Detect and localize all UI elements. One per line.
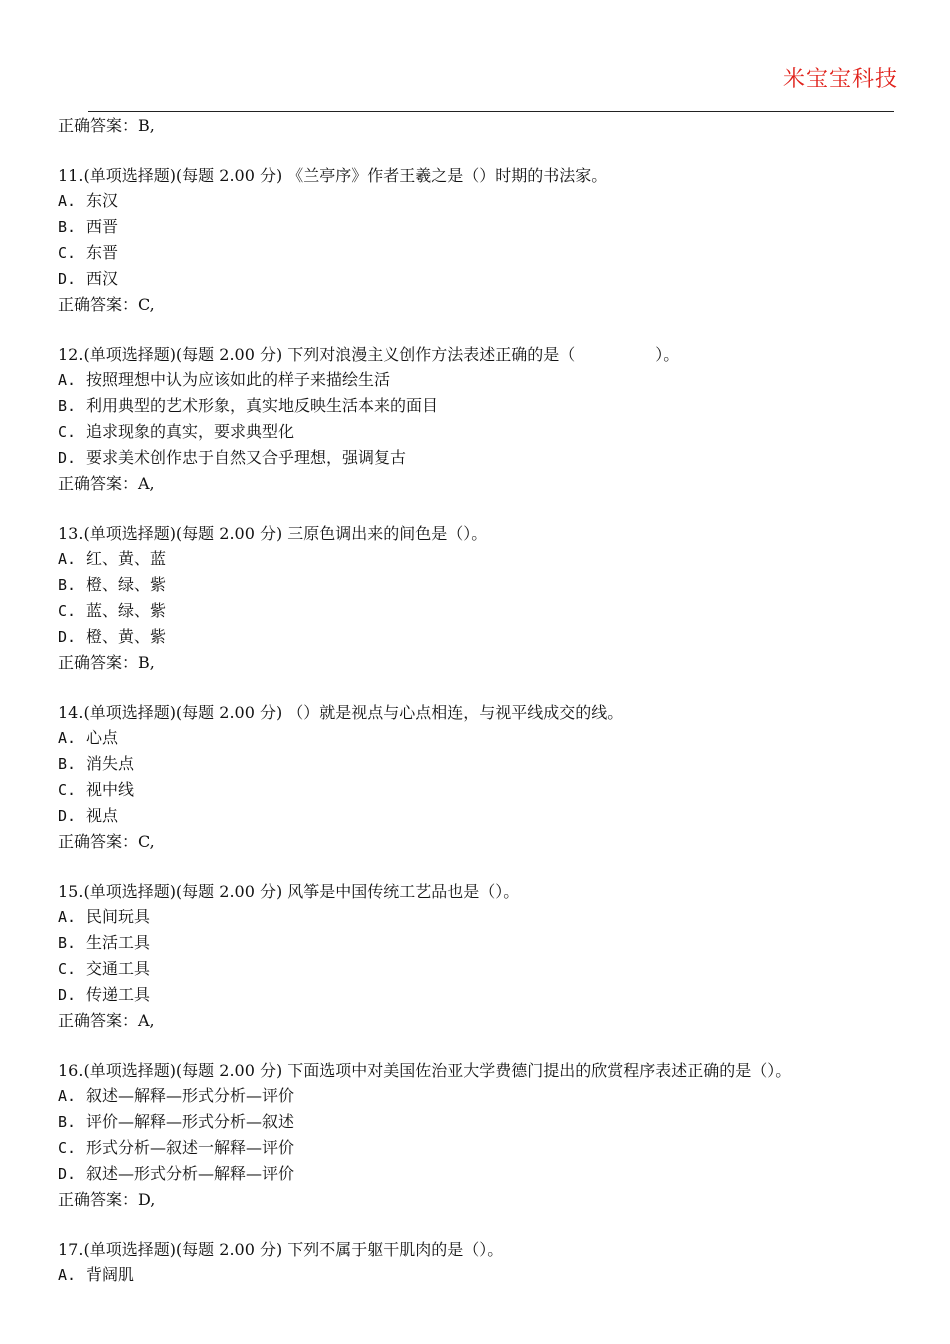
question-stem: 16.(单项选择题)(每题 2.00 分) 下面选项中对美国佐治亚大学费德门提出的欣赏程序表述正确的是（）。 <box>58 1061 792 1080</box>
option-letter: B. <box>58 934 77 952</box>
answer-option <box>58 367 898 393</box>
option-letter: D. <box>58 986 77 1004</box>
question-block <box>58 521 898 675</box>
option-letter: A. <box>58 371 77 389</box>
option-text: 评价—解释—形式分析—叙述 <box>86 1112 295 1131</box>
option-text: 西汉 <box>86 269 119 288</box>
answer-option <box>58 445 898 471</box>
question-block <box>58 879 898 1033</box>
option-letter: C. <box>58 1139 77 1157</box>
option-text: 叙述—解释—形式分析—评价 <box>86 1086 295 1105</box>
option-text: 要求美术创作忠于自然又合乎理想，强调复古 <box>86 448 407 467</box>
answer-option <box>58 598 898 624</box>
question-block <box>58 1237 898 1288</box>
option-letter: A. <box>58 192 77 210</box>
question-stem: 14.(单项选择题)(每题 2.00 分) （）就是视点与心点相连，与视平线成交的线。 <box>58 703 624 722</box>
option-letter: C. <box>58 781 77 799</box>
option-letter: D. <box>58 628 77 646</box>
answer-option <box>58 725 898 751</box>
option-letter: A. <box>58 1266 77 1284</box>
question-stem: 17.(单项选择题)(每题 2.00 分) 下列不属于躯干肌肉的是（）。 <box>58 1240 504 1259</box>
answer-option <box>58 572 898 598</box>
option-text: 视中线 <box>86 780 135 799</box>
option-text: 追求现象的真实，要求典型化 <box>86 422 295 441</box>
option-text: 形式分析—叙述一解释—评价 <box>86 1138 295 1157</box>
correct-answer: 正确答案：B, <box>58 653 155 672</box>
question-stem: 12.(单项选择题)(每题 2.00 分) 下列对浪漫主义创作方法表述正确的是（ ）。 <box>58 345 680 364</box>
answer-option <box>58 1135 898 1161</box>
option-text: 东汉 <box>86 191 119 210</box>
answer-option <box>58 419 898 445</box>
option-text: 民间玩具 <box>86 907 151 926</box>
question-block <box>58 163 898 317</box>
option-letter: B. <box>58 755 77 773</box>
brand-logo-text: 米宝宝科技 <box>782 67 898 92</box>
answer-option <box>58 930 898 956</box>
correct-answer: 正确答案：C, <box>58 832 155 851</box>
answer-option <box>58 546 898 572</box>
answer-option <box>58 1083 898 1109</box>
previous-answer: 正确答案：B, <box>58 116 155 135</box>
answer-option <box>58 624 898 650</box>
header-divider <box>88 111 894 112</box>
option-text: 心点 <box>86 728 119 747</box>
answer-option <box>58 1262 898 1288</box>
option-letter: B. <box>58 218 77 236</box>
option-text: 背阔肌 <box>86 1265 135 1284</box>
option-letter: B. <box>58 397 77 415</box>
option-letter: A. <box>58 908 77 926</box>
question-stem: 11.(单项选择题)(每题 2.00 分) 《兰亭序》作者王羲之是（）时期的书法家。 <box>58 166 608 185</box>
question-block <box>58 1058 898 1212</box>
answer-option <box>58 751 898 777</box>
answer-option <box>58 982 898 1008</box>
question-list <box>58 163 898 1288</box>
answer-option <box>58 393 898 419</box>
question-stem: 13.(单项选择题)(每题 2.00 分) 三原色调出来的间色是（）。 <box>58 524 488 543</box>
option-text: 叙述—形式分析—解释—评价 <box>86 1164 295 1183</box>
option-text: 蓝、绿、紫 <box>86 601 167 620</box>
answer-option <box>58 266 898 292</box>
question-stem: 15.(单项选择题)(每题 2.00 分) 风筝是中国传统工艺品也是（）。 <box>58 882 520 901</box>
answer-option <box>58 1161 898 1187</box>
answer-option <box>58 904 898 930</box>
option-text: 按照理想中认为应该如此的样子来描绘生活 <box>86 370 391 389</box>
question-block <box>58 342 898 496</box>
option-text: 利用典型的艺术形象，真实地反映生活本来的面目 <box>86 396 439 415</box>
option-letter: B. <box>58 1113 77 1131</box>
option-text: 橙、绿、紫 <box>86 575 167 594</box>
answer-option <box>58 214 898 240</box>
correct-answer: 正确答案：D, <box>58 1190 156 1209</box>
option-text: 橙、黄、紫 <box>86 627 167 646</box>
option-text: 视点 <box>86 806 119 825</box>
document-body <box>58 113 898 1288</box>
option-text: 东晋 <box>86 243 119 262</box>
question-block <box>58 700 898 854</box>
option-text: 传递工具 <box>86 985 151 1004</box>
answer-option <box>58 1109 898 1135</box>
option-letter: A. <box>58 1087 77 1105</box>
answer-option <box>58 188 898 214</box>
option-text: 西晋 <box>86 217 119 236</box>
answer-option <box>58 803 898 829</box>
option-text: 生活工具 <box>86 933 151 952</box>
option-letter: D. <box>58 270 77 288</box>
option-letter: B. <box>58 576 77 594</box>
answer-option <box>58 240 898 266</box>
correct-answer: 正确答案：A, <box>58 474 155 493</box>
correct-answer: 正确答案：C, <box>58 295 155 314</box>
option-letter: C. <box>58 244 77 262</box>
option-letter: C. <box>58 602 77 620</box>
option-letter: D. <box>58 449 77 467</box>
option-letter: D. <box>58 1165 77 1183</box>
answer-option <box>58 777 898 803</box>
answer-option <box>58 956 898 982</box>
option-letter: A. <box>58 550 77 568</box>
option-letter: A. <box>58 729 77 747</box>
option-letter: C. <box>58 423 77 441</box>
option-text: 红、黄、蓝 <box>86 549 167 568</box>
option-text: 消失点 <box>86 754 135 773</box>
option-letter: D. <box>58 807 77 825</box>
option-text: 交通工具 <box>86 959 151 978</box>
correct-answer: 正确答案：A, <box>58 1011 155 1030</box>
option-letter: C. <box>58 960 77 978</box>
